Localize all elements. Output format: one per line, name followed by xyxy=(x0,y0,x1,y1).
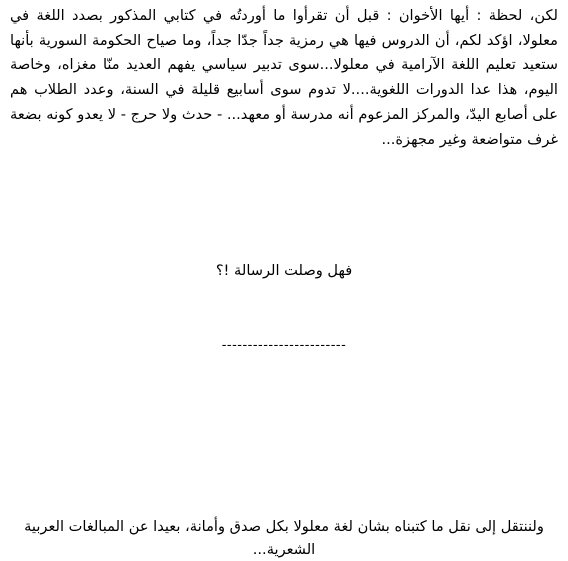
question-line: فهل وصلت الرسالة !؟ xyxy=(215,262,353,279)
closing-paragraph: ولننتقل إلى نقل ما كتبناه بشان لغة معلولا بكل صدق وأمانة، بعيدا عن المبالغات العربية الشعرية... xyxy=(24,518,544,558)
dashed-separator: ------------------------ xyxy=(221,338,347,353)
intro-paragraph: لكن، لحظة : أيها الأخوان : قبل أن تقرأوا ما أوردتُه في كتابي المذكور بصدد اللغة في معلولا، اؤكد لكم، أن الدروس فيها هي رمزية جداً جدّا جداً، وما صياح الحكومة السورية بأنها ستعيد تعليم اللغة الآرامية في معلولا...سوى تدبير سياسي يفهم العديد منّا مغزاه، وخاصة اليوم، هذا عدا الدورات اللغوية....لا تدوم سوى أسابيع قليلة في السنة، وعدد الطلاب هم على أصابع اليدّ، والمركز المزعوم أنه مدرسة أو معهد... - حدث ولا حرج - لا يعدو كونه بضعة غرف متواضعة وغير مجهزة... xyxy=(10,7,558,148)
